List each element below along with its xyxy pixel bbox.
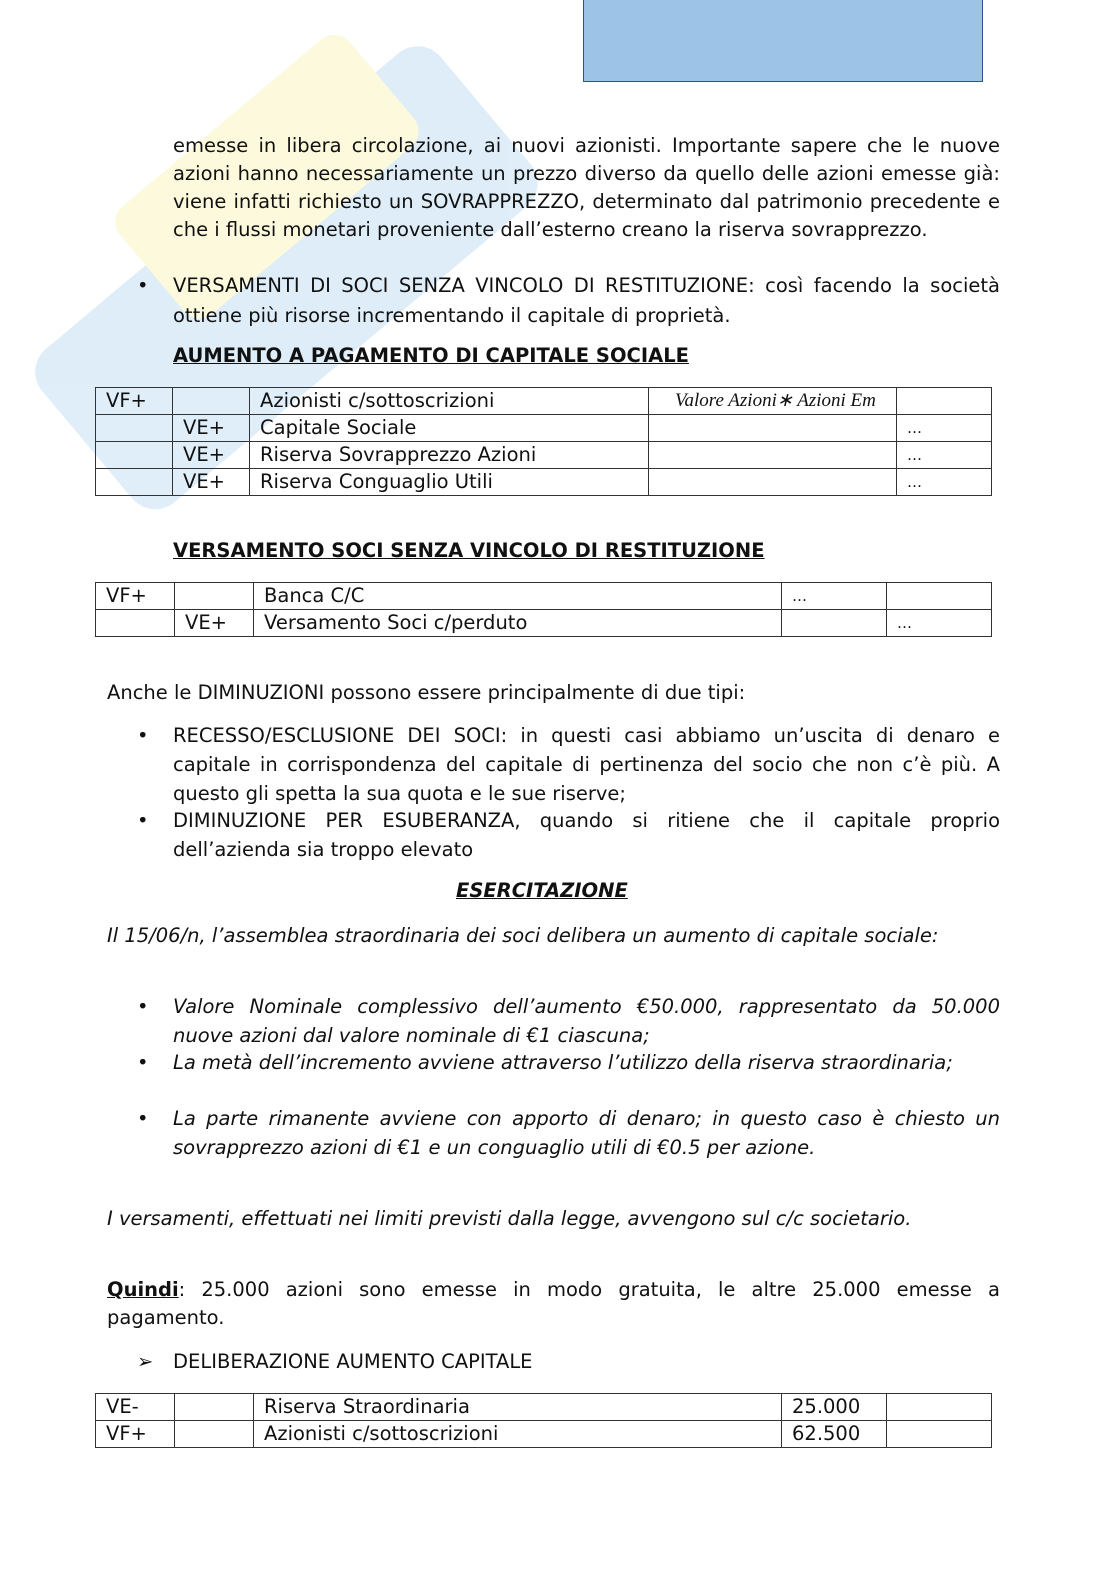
quindi-label: Quindi (107, 1278, 179, 1301)
bullet-item: • DIMINUZIONE PER ESUBERANZA, quando si ritiene che il capitale proprio dell’azienda sia troppo elevato (137, 809, 1000, 861)
cell (96, 610, 175, 637)
table-row (96, 583, 992, 610)
table-row (96, 415, 992, 442)
cell (897, 388, 992, 415)
cell: … (897, 415, 992, 442)
table-row (96, 610, 992, 637)
cell (173, 388, 250, 415)
cell: Riserva Sovrapprezzo Azioni (250, 442, 649, 469)
cell (782, 610, 887, 637)
cell: Azionisti c/sottoscrizioni (254, 1421, 782, 1448)
cell: Riserva Conguaglio Utili (250, 469, 649, 496)
table-row (96, 469, 992, 496)
cell: VE+ (173, 415, 250, 442)
table-row (96, 442, 992, 469)
bullet-item: • La metà dell’incremento avviene attraverso l’utilizzo della riserva straordinaria; (137, 1051, 953, 1074)
cell (887, 1421, 992, 1448)
header-box (583, 0, 983, 82)
cell: VF+ (96, 583, 175, 610)
cell: Azionisti c/sottoscrizioni (250, 388, 649, 415)
cell: VF+ (96, 388, 173, 415)
quindi-text: : 25.000 azioni sono emesse in modo gratuita, le altre 25.000 emesse a pagamento. (107, 1278, 1000, 1329)
paragraph: Anche le DIMINUZIONI possono essere principalmente di due tipi: (107, 681, 746, 704)
cell: VE- (96, 1394, 175, 1421)
paragraph: Il 15/06/n, l’assemblea straordinaria dei soci delibera un aumento di capitale sociale: (107, 924, 939, 947)
paragraph: I versamenti, effettuati nei limiti previsti dalla legge, avvengono sul c/c societario. (107, 1207, 912, 1230)
cell (649, 469, 897, 496)
cell: Capitale Sociale (250, 415, 649, 442)
table-row (96, 388, 992, 415)
cell: 62.500 (782, 1421, 887, 1448)
cell (649, 415, 897, 442)
cell (96, 469, 173, 496)
bullet-item: • RECESSO/ESCLUSIONE DEI SOCI: in questi casi abbiamo un’uscita di denaro e capitale in corrispondenza del capitale di pertinenza del socio che non c’è più. A questo gli spetta la sua quota e le sue riserve; (137, 724, 1000, 805)
paragraph (107, 1276, 1000, 1332)
cell (175, 1421, 254, 1448)
table-row (96, 1421, 992, 1448)
cell (887, 583, 992, 610)
cell: … (887, 610, 992, 637)
cell: VE+ (173, 469, 250, 496)
bullet-item: • VERSAMENTI DI SOCI SENZA VINCOLO DI RESTITUZIONE: così facendo la società ottiene più risorse incrementando il capitale di proprietà. (137, 274, 1000, 327)
journal-table-2 (95, 582, 992, 637)
section-heading: VERSAMENTO SOCI SENZA VINCOLO DI RESTITUZIONE (173, 539, 765, 562)
section-heading: ESERCITAZIONE (456, 879, 628, 902)
formula-cell: Valore Azioni∗ Azioni Em (649, 388, 897, 415)
cell (649, 442, 897, 469)
bullet-item: • Valore Nominale complessivo dell’aumento €50.000, rappresentato da 50.000 nuove azioni dal valore nominale di €1 ciascuna; (137, 995, 1000, 1047)
cell (96, 442, 173, 469)
cell (175, 1394, 254, 1421)
cell (175, 583, 254, 610)
cell (96, 415, 173, 442)
cell: Riserva Straordinaria (254, 1394, 782, 1421)
cell: … (897, 469, 992, 496)
cell: … (897, 442, 992, 469)
paragraph: emesse in libera circolazione, ai nuovi azionisti. Importante sapere che le nuove azioni hanno necessariamente un prezzo diverso da quello delle azioni emesse già: viene infatti richiesto un SOVRAPPREZZO, determinato dal patrimonio precedente e che i flussi monetari proveniente dall’esterno creano la riserva sovrapprezzo. (173, 134, 1000, 241)
cell: VE+ (175, 610, 254, 637)
cell: Banca C/C (254, 583, 782, 610)
cell: VF+ (96, 1421, 175, 1448)
cell: Versamento Soci c/perduto (254, 610, 782, 637)
bullet-item: • La parte rimanente avviene con apporto di denaro; in questo caso è chiesto un sovrapprezzo azioni di €1 e un conguaglio utili di €0.5 per azione. (137, 1107, 1000, 1159)
cell: … (782, 583, 887, 610)
section-heading: AUMENTO A PAGAMENTO DI CAPITALE SOCIALE (173, 344, 689, 367)
journal-table-1 (95, 387, 992, 496)
journal-table-3 (95, 1393, 992, 1448)
step-item: ➢ DELIBERAZIONE AUMENTO CAPITALE (173, 1348, 1000, 1376)
cell: VE+ (173, 442, 250, 469)
cell: 25.000 (782, 1394, 887, 1421)
cell (887, 1394, 992, 1421)
arrow-bullet-icon: ➢ (137, 1350, 154, 1373)
table-row (96, 1394, 992, 1421)
